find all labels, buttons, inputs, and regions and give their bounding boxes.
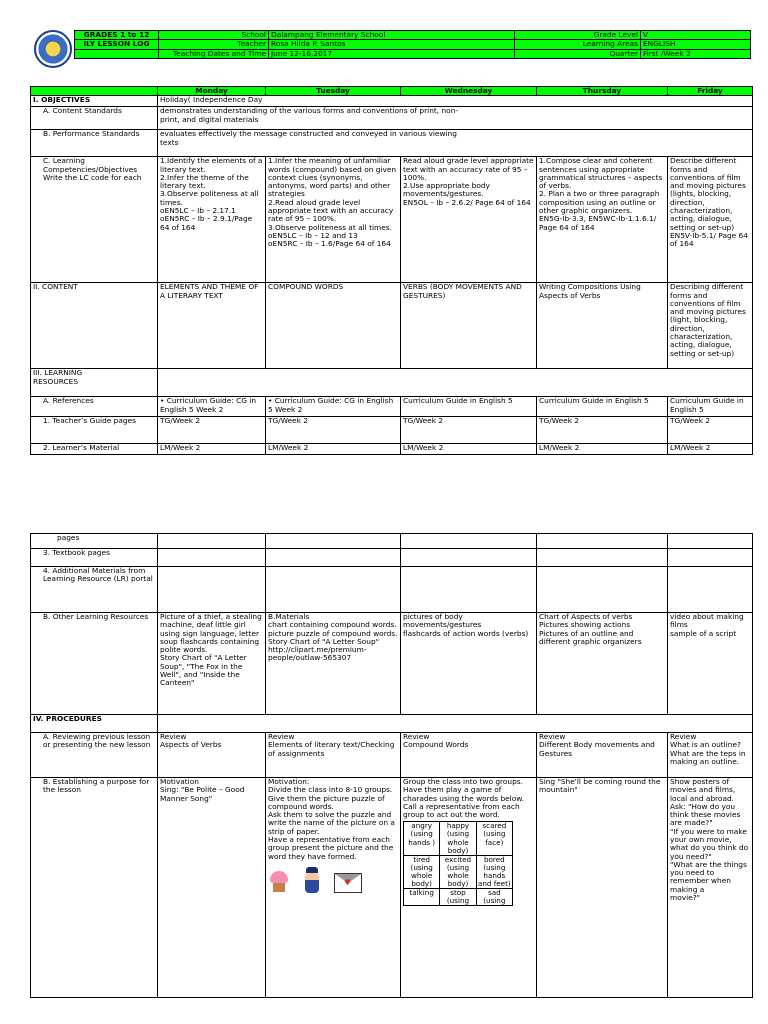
establishing-wednesday: Group the class into two groups. Have them play a game of charades using the words below. Call a representative from each group to act out the word. xyxy=(403,777,524,820)
content-friday: Describing different forms and conventions of film and moving pictures (light, blocking, direction, characterization, acting, dialogue, setting or set-up) xyxy=(668,283,753,369)
charades-cell: excited (using whole body) xyxy=(440,855,476,888)
charades-cell: talking xyxy=(404,888,440,905)
teacher-label: Teacher xyxy=(159,40,269,49)
quarter-label: Quarter xyxy=(515,49,641,58)
learners-material-monday: LM/Week 2 xyxy=(158,444,266,455)
learners-material-tuesday: LM/Week 2 xyxy=(266,444,401,455)
establishing-tuesday-cell xyxy=(266,778,401,998)
teachers-guide-friday: TG/Week 2 xyxy=(668,417,753,444)
charades-table xyxy=(403,821,513,906)
charades-cell: tired (using whole body) xyxy=(404,855,440,888)
competencies-wednesday: Read aloud grade level appropriate text with an accuracy rate of 95 – 100%. 2.Use appropriate body movements/gestures. EN5OL – Ib – 2.6.2/ Page 64 of 164 xyxy=(401,157,537,283)
lesson-log-table-page1 xyxy=(30,86,753,455)
references-label: A. References xyxy=(31,397,158,417)
references-wednesday: Curriculum Guide in English 5 xyxy=(401,397,537,417)
teachers-guide-monday: TG/Week 2 xyxy=(158,417,266,444)
content-label: II. CONTENT xyxy=(31,283,158,369)
learners-material-friday: LM/Week 2 xyxy=(668,444,753,455)
references-thursday: Curriculum Guide in English 5 xyxy=(537,397,668,417)
competencies-label: C. Learning Competencies/Objectives Write the LC code for each xyxy=(31,157,158,283)
other-resources-label: B. Other Learning Resources xyxy=(31,613,158,715)
reviewing-label: A. Reviewing previous lesson or presenting the new lesson xyxy=(31,733,158,778)
content-standards-value: demonstrates understanding of the various forms and conventions of print, non-print, and digital materials xyxy=(158,107,753,130)
establishing-friday: Show posters of movies and films, local and abroad. Ask: "How do you think these movies are made?" "If you were to make your own movie, what do you think do you need?" "What are the things you need to remember when making a movie?" xyxy=(668,778,753,998)
content-standards-label: A. Content Standards xyxy=(31,107,158,130)
day-tuesday: Tuesday xyxy=(266,87,401,96)
school-label: School xyxy=(159,31,269,40)
resources-label: III. LEARNING RESOURCES xyxy=(31,369,158,397)
learners-material-label: 2. Learner’s Material xyxy=(31,444,158,455)
charades-cell: happy (using whole body) xyxy=(440,822,476,855)
performance-standards-value: evaluates effectively the message constructed and conveyed in various viewing texts xyxy=(158,130,753,157)
header-table xyxy=(74,30,751,59)
performance-standards-label: B. Performance Standards xyxy=(31,130,158,157)
charades-cell: sad (using xyxy=(476,888,512,905)
learners-material-wednesday: LM/Week 2 xyxy=(401,444,537,455)
procedures-label: IV. PROCEDURES xyxy=(31,715,158,733)
teachers-guide-wednesday: TG/Week 2 xyxy=(401,417,537,444)
additional-materials-label: 4. Additional Materials from Learning Resource (LR) portal xyxy=(31,567,158,613)
content-monday: ELEMENTS AND THEME OF A LITERARY TEXT xyxy=(158,283,266,369)
day-wednesday: Wednesday xyxy=(401,87,537,96)
deped-seal-icon xyxy=(34,30,72,68)
charades-cell: bored (using hands and feet) xyxy=(477,855,511,888)
establishing-tuesday: Motivation: Divide the class into 8-10 groups. Give them the picture puzzle of compound words. Ask them to solve the puzzle and write the name of the picture on a strip of paper. Have a representative from each group present the picture and the word they have formed. xyxy=(268,777,395,861)
header-title-line2: ILY LESSON LOG xyxy=(75,40,159,49)
reviewing-thursday: Review Different Body movements and Gestures xyxy=(537,733,668,778)
establishing-label: B. Establishing a purpose for the lesson xyxy=(31,778,158,998)
competencies-monday: 1.Identify the elements of a literary text. 2.Infer the theme of the literary text. 3.Observe politeness at all times. oEN5LC – Ib – 2.17.1 oEN5RC – Ib – 2.9.1/Page 64 of 164 xyxy=(158,157,266,283)
charades-cell: angry (using hands ) xyxy=(404,822,440,855)
pages-cont-label: pages xyxy=(31,534,158,549)
police-icon xyxy=(302,867,322,893)
other-resources-monday: Picture of a thief, a stealing machine, deaf little girl using sign language, letter soup flashcards containing polite words. Story Chart of "A Letter Soup", "The Fox in the Well", and "Inside the Canteen" xyxy=(158,613,266,715)
clipart-row xyxy=(268,867,398,893)
charades-cell: scared (using face) xyxy=(476,822,512,855)
content-wednesday: VERBS (BODY MOVEMENTS AND GESTURES) xyxy=(401,283,537,369)
objectives-value: Holiday( Independence Day xyxy=(158,96,753,107)
other-resources-wednesday: pictures of body movements/gestures flashcards of action words (verbs) xyxy=(401,613,537,715)
reviewing-tuesday: Review Elements of literary text/Checking of assignments xyxy=(266,733,401,778)
objectives-label: I. OBJECTIVES xyxy=(31,96,158,107)
content-tuesday: COMPOUND WORDS xyxy=(266,283,401,369)
teacher-value: Rosa Hilda P. Santos xyxy=(269,40,515,49)
header-title-line1: GRADES 1 to 12 xyxy=(75,31,159,40)
envelope-icon xyxy=(334,873,362,893)
reviewing-wednesday: Review Compound Words xyxy=(401,733,537,778)
reviewing-friday: Review What is an outline? What are the teps in making an outline. xyxy=(668,733,753,778)
content-thursday: Writing Compositions Using Aspects of Verbs xyxy=(537,283,668,369)
establishing-monday: Motivation Sing: "Be Polite – Good Manner Song" xyxy=(158,778,266,998)
school-value: Dalampang Elementary School xyxy=(269,31,515,40)
dates-label: Teaching Dates and Time xyxy=(159,49,269,58)
competencies-tuesday: 1.Infer the meaning of unfamiliar words (compound) based on given context clues (synonyms, antonyms, word parts) and other strategies 2.Read aloud grade level appropriate text with an accuracy rate of 95 – 100%. 3.Observe politeness at all times. oEN5LC – Ib – 12 and 13 oEN5RC – Ib – 1.6/Page 64 of 164 xyxy=(266,157,401,283)
establishing-thursday: Sing "She'll be coming round the mountain" xyxy=(537,778,668,998)
charades-cell: stop (using xyxy=(440,888,476,905)
day-thursday: Thursday xyxy=(537,87,668,96)
reviewing-monday: Review Aspects of Verbs xyxy=(158,733,266,778)
area-value: ENGLISH xyxy=(641,40,751,49)
other-resources-thursday: Chart of Aspects of verbs Pictures showing actions Pictures of an outline and different graphic organizers xyxy=(537,613,668,715)
competencies-friday: Describe different forms and conventions of film and moving pictures (lights, blocking, direction, characterization, acting, dialogue, setting or set-up) EN5V-Ib-5.1/ Page 64 of 164 xyxy=(668,157,753,283)
competencies-thursday: 1.Compose clear and coherent sentences using appropriate grammatical structures – aspects of verbs. 2. Plan a two or three paragraph composition using an outline or other graphic organizers. EN5G-Ib-3.3, EN5WC-Ib-1.1.6.1/ Page 64 of 164 xyxy=(537,157,668,283)
area-label: Learning Areas xyxy=(515,40,641,49)
dates-value: June 12-16,2017 xyxy=(269,49,515,58)
other-resources-friday: video about making films sample of a script xyxy=(668,613,753,715)
other-resources-tuesday: B.Materials chart containing compound words. picture puzzle of compound words. Story Chart of "A Letter Soup" http://clipart.me/premium-people/outlaw-565307 xyxy=(266,613,401,715)
grade-label: Grade Level xyxy=(515,31,641,40)
textbook-label: 3. Textbook pages xyxy=(31,549,158,567)
grade-value: V xyxy=(641,31,751,40)
cupcake-icon xyxy=(268,871,290,893)
lesson-log-table-page2 xyxy=(30,533,753,998)
day-friday: Friday xyxy=(668,87,753,96)
references-monday: • Curriculum Guide: CG in English 5 Week 2 xyxy=(158,397,266,417)
teachers-guide-tuesday: TG/Week 2 xyxy=(266,417,401,444)
quarter-value: First /Week 2 xyxy=(641,49,751,58)
teachers-guide-thursday: TG/Week 2 xyxy=(537,417,668,444)
learners-material-thursday: LM/Week 2 xyxy=(537,444,668,455)
references-tuesday: • Curriculum Guide: CG in English 5 Week 2 xyxy=(266,397,401,417)
references-friday: Curriculum Guide in English 5 xyxy=(668,397,753,417)
teachers-guide-label: 1. Teacher’s Guide pages xyxy=(31,417,158,444)
establishing-wednesday-cell xyxy=(401,778,537,998)
day-monday: Monday xyxy=(158,87,266,96)
